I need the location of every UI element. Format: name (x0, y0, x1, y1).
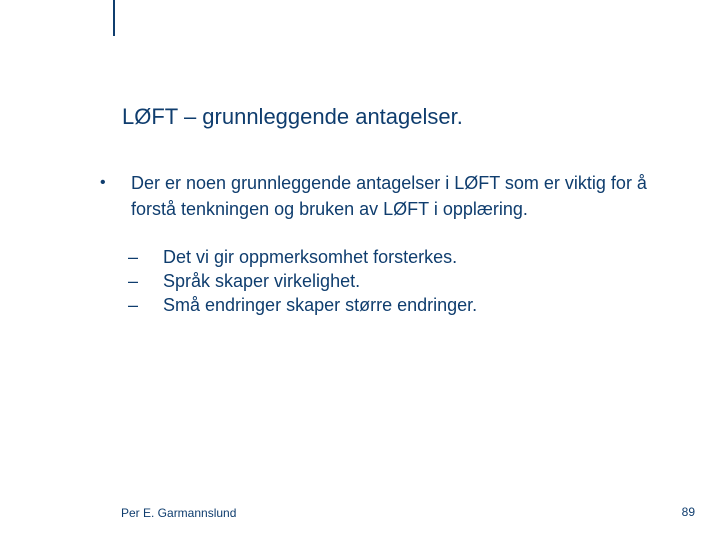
sub-item-text: Små endringer skaper større endringer. (163, 295, 478, 315)
dash-marker: – (128, 271, 139, 291)
sub-item (128, 269, 648, 293)
sub-list (128, 245, 648, 317)
sub-item-text: Det vi gir oppmerksomhet forsterkes. (163, 247, 458, 267)
bullet-marker: • (100, 174, 106, 191)
page-number: 89 (681, 505, 695, 519)
sub-item (128, 245, 648, 269)
dash-marker: – (128, 295, 139, 315)
bullet-text: Der er noen grunnleggende antagelser i LØFT som er viktig for å forstå tenkningen og bruken av LØFT i opplæring. (131, 173, 647, 219)
dash-marker: – (128, 247, 139, 267)
sub-item (128, 293, 648, 317)
sub-item-text: Språk skaper virkelighet. (163, 271, 361, 291)
accent-line (113, 0, 115, 36)
slide-title: LØFT – grunnleggende antagelser. (122, 104, 463, 129)
footer-author: Per E. Garmannslund (121, 506, 237, 520)
